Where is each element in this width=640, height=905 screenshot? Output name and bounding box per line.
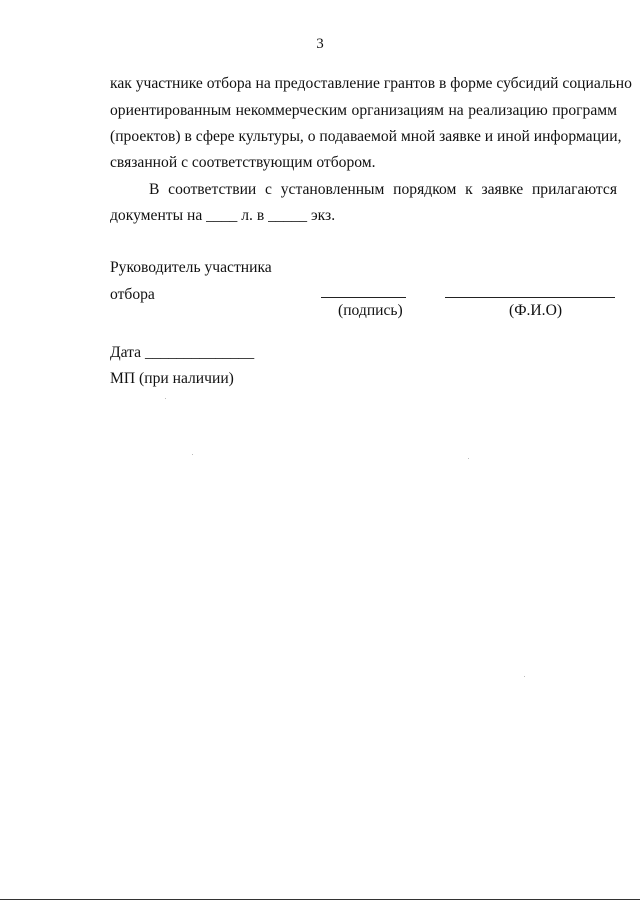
page-number: 3 bbox=[316, 36, 324, 52]
scan-speck bbox=[468, 458, 469, 459]
fio-underline bbox=[445, 297, 615, 298]
scan-speck bbox=[524, 676, 525, 677]
signature-underline bbox=[321, 297, 406, 298]
paragraph-line: как участнике отбора на предоставление грантов в форме субсидий социально bbox=[110, 75, 632, 92]
paragraph-line: связанной с соответствующим отбором. bbox=[110, 154, 376, 171]
fio-caption: (Ф.И.О) bbox=[509, 302, 563, 319]
date-line: Дата ______________ bbox=[110, 344, 255, 361]
signatory-role-line2: отбора bbox=[110, 286, 155, 303]
paragraph-line: В соответствии с установленным порядком к заявке прилагаются bbox=[149, 181, 617, 198]
page-bottom-edge bbox=[0, 899, 640, 900]
paragraph-line: (проектов) в сфере культуры, о подаваемой мной заявке и иной информации, bbox=[110, 128, 622, 145]
scan-speck bbox=[165, 398, 166, 399]
paragraph-line: ориентированным некоммерческим организациям на реализацию программ bbox=[110, 102, 617, 119]
signature-caption: (подпись) bbox=[338, 302, 403, 319]
stamp-line: МП (при наличии) bbox=[110, 370, 234, 387]
signatory-role-line1: Руководитель участника bbox=[110, 259, 272, 276]
scan-speck bbox=[192, 454, 193, 455]
paragraph-line: документы на ____ л. в _____ экз. bbox=[110, 207, 336, 224]
